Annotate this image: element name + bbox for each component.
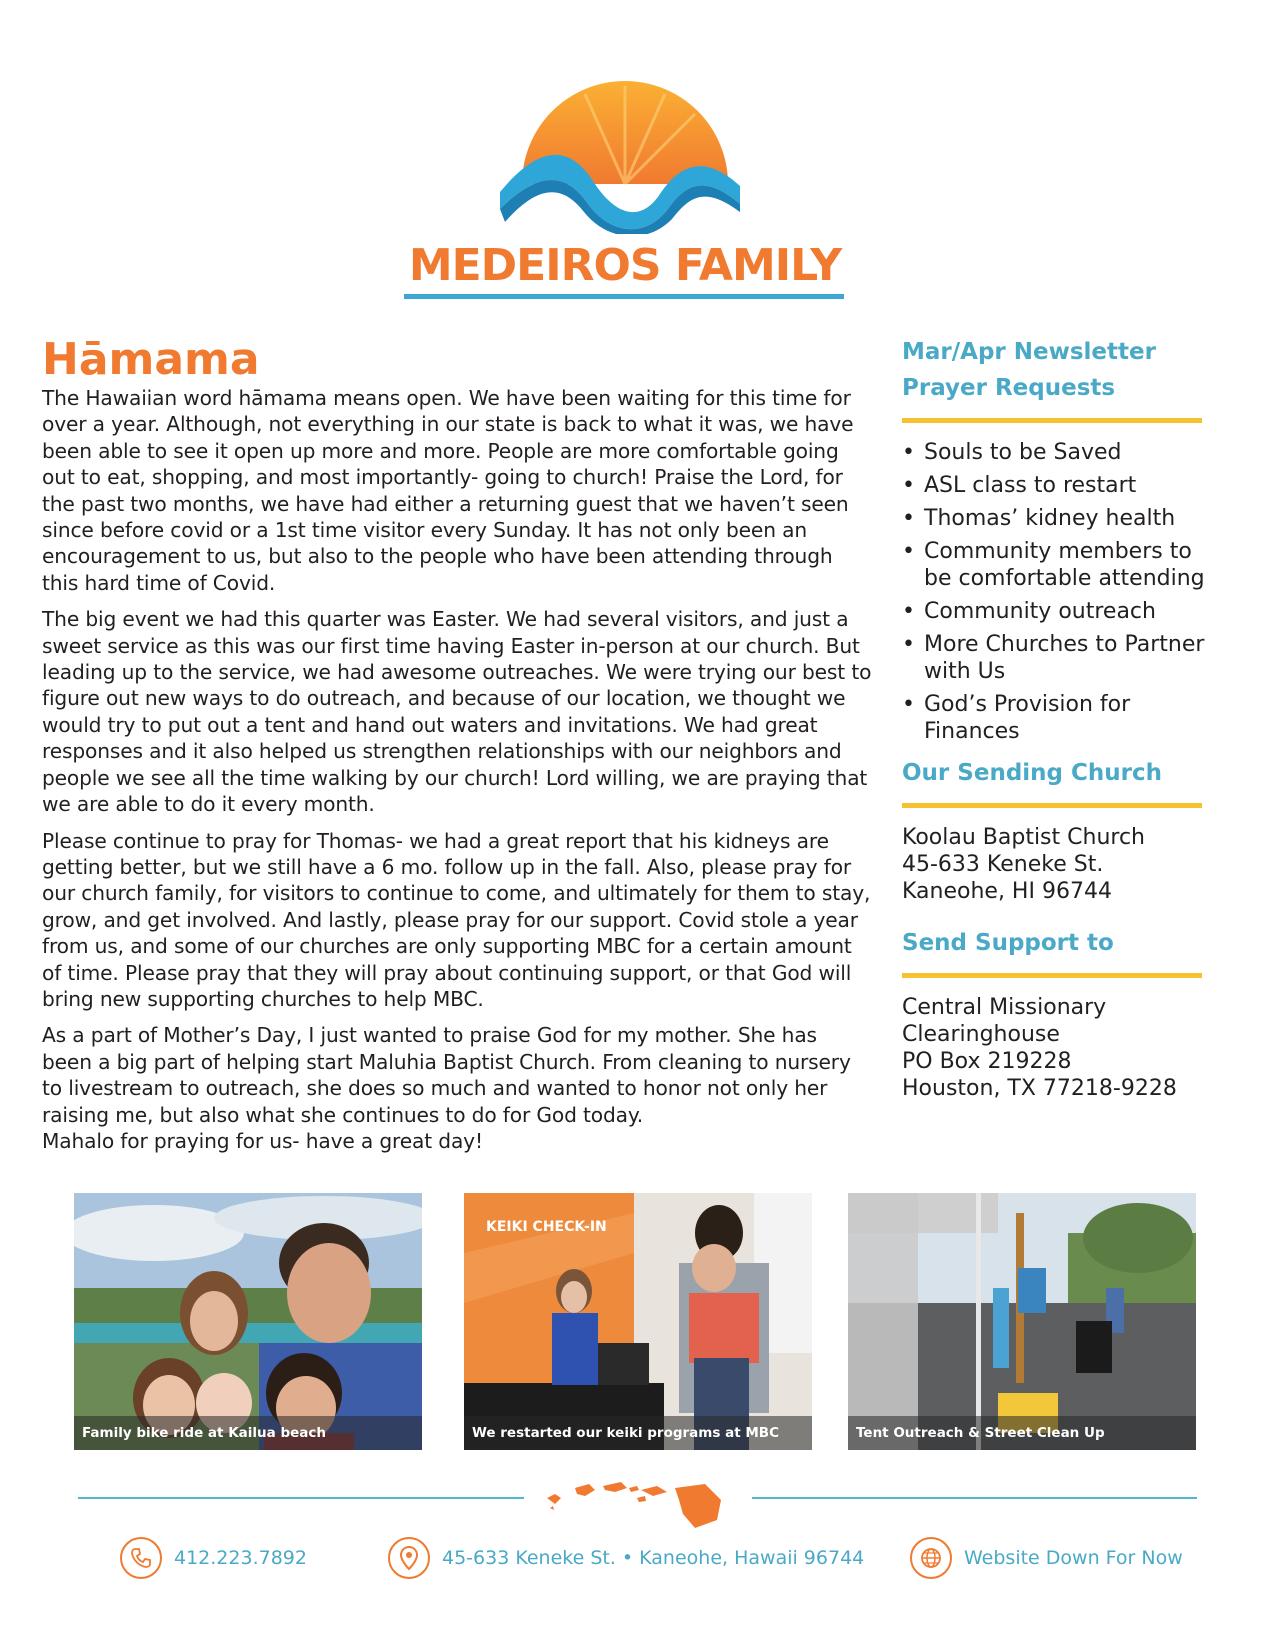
sun-wave-icon (500, 74, 750, 234)
phone-icon (120, 1537, 162, 1579)
prayer-list (902, 439, 1208, 745)
newsletter-title: Mar/Apr Newsletter (902, 339, 1156, 365)
divider (902, 803, 1202, 808)
prayer-item: • ASL class to restart (902, 472, 1208, 499)
article-paragraph-1: The Hawaiian word hāmama means open. We have been waiting for this time for over a year. Although, not everything in our state is back to what it was, we have been able to see it open up more and more. People are more comfortable going out to eat, shopping, and most importantly- going to church! Praise the Lord, for the past two months, we have had either a returning guest that we haven’t seen since before covid or a 1st time visitor every Sunday. It has not only been an encouragement to us, but also to the people who have been attending through this hard time of Covid. (42, 386, 854, 595)
article-paragraph-3: Please continue to pray for Thomas- we had a great report that his kidneys are getting better, but we still have a 6 mo. follow up in the fall. Also, please pray for our church family, for visitors to continue to come, and ultimately for them to stay, grow, and get involved. And lastly, please pray for our support. Covid stole a year from us, and some of our churches are only supporting MBC for a certain amount of time. Please pray that they will pray about continuing support, or that God will bring new supporting churches to help MBC. (42, 828, 871, 1011)
divider (902, 418, 1202, 423)
keiki-photo-image (464, 1193, 812, 1450)
sending-church-line: Kaneohe, HI 96744 (902, 879, 1112, 904)
sending-church-line: Koolau Baptist Church (902, 825, 1145, 850)
brand-underline (404, 294, 844, 299)
support-line: Houston, TX 77218-9228 (902, 1076, 1177, 1101)
sidebar (902, 334, 1208, 1102)
prayer-requests-title: Prayer Requests (902, 375, 1116, 401)
outreach-photo-image (848, 1193, 1196, 1450)
family-photo-image (74, 1193, 422, 1450)
article (42, 335, 872, 1164)
article-closing: Mahalo for praying for us- have a great day! (42, 1128, 483, 1153)
article-paragraph-4: As a part of Mother’s Day, I just wanted to praise God for my mother. She has been a big part of helping start Maluhia Baptist Church. From cleaning to nursery to livestream to outreach, she does so much and wanted to honor not only her raising me, but also what she continues to do for God today. (42, 1023, 851, 1127)
contact-phone (120, 1537, 307, 1579)
brand-logo (400, 74, 850, 304)
prayer-item: • Thomas’ kidney health (902, 505, 1208, 532)
contact-address (388, 1537, 864, 1579)
map-pin-icon (388, 1537, 430, 1579)
article-title: Hāmama (42, 334, 260, 385)
prayer-item: • Community outreach (902, 598, 1208, 625)
support-section (902, 925, 1208, 1102)
support-title: Send Support to (902, 930, 1114, 956)
brand-name: MEDEIROS FAMILY (408, 240, 842, 291)
sending-church-section (902, 755, 1208, 905)
photo-caption: Tent Outreach & Street Clean Up (848, 1416, 1196, 1450)
contact-website (910, 1537, 1183, 1579)
photo-keiki-checkin (464, 1193, 812, 1450)
sending-church-line: 45-633 Keneke St. (902, 852, 1104, 877)
support-line: Clearinghouse (902, 1022, 1060, 1047)
article-paragraph-2: The big event we had this quarter was Easter. We had several visitors, and just a sweet service as this was our first time having Easter in-person at our church. But leading up to the service, we had awesome outreaches. We were trying our best to figure out new ways to do outreach, and because of our location, we thought we would try to put out a tent and hand out waters and invitations. We had great responses and it also helped us strengthen relationships with our neighbors and people we see all the time walking by our church! Lord willing, we are praying that we are able to do it every month. (42, 607, 872, 817)
prayer-item: • Community members to be comfortable attending (902, 538, 1208, 592)
prayer-item: • God’s Provision for Finances (902, 691, 1208, 745)
photo-caption: Family bike ride at Kailua beach (74, 1416, 422, 1450)
photo-family-beach (74, 1193, 422, 1450)
keiki-sign-text: KEIKI CHECK-IN (486, 1219, 607, 1235)
photo-tent-outreach (848, 1193, 1196, 1450)
photo-caption: We restarted our keiki programs at MBC (464, 1416, 812, 1450)
support-line: PO Box 219228 (902, 1049, 1072, 1074)
prayer-item: • More Churches to Partner with Us (902, 631, 1208, 685)
phone-number[interactable]: 412.223.7892 (174, 1547, 307, 1569)
hawaii-islands-icon (545, 1470, 735, 1530)
street-address: 45-633 Keneke St. • Kaneohe, Hawaii 96744 (442, 1547, 865, 1569)
support-line: Central Missionary (902, 995, 1107, 1020)
prayer-item: • Souls to be Saved (902, 439, 1208, 466)
globe-icon (910, 1537, 952, 1579)
sending-church-title: Our Sending Church (902, 760, 1162, 786)
footer-rule-left (78, 1497, 524, 1499)
footer-rule-right (752, 1497, 1197, 1499)
website-text[interactable]: Website Down For Now (964, 1547, 1183, 1569)
divider (902, 973, 1202, 978)
